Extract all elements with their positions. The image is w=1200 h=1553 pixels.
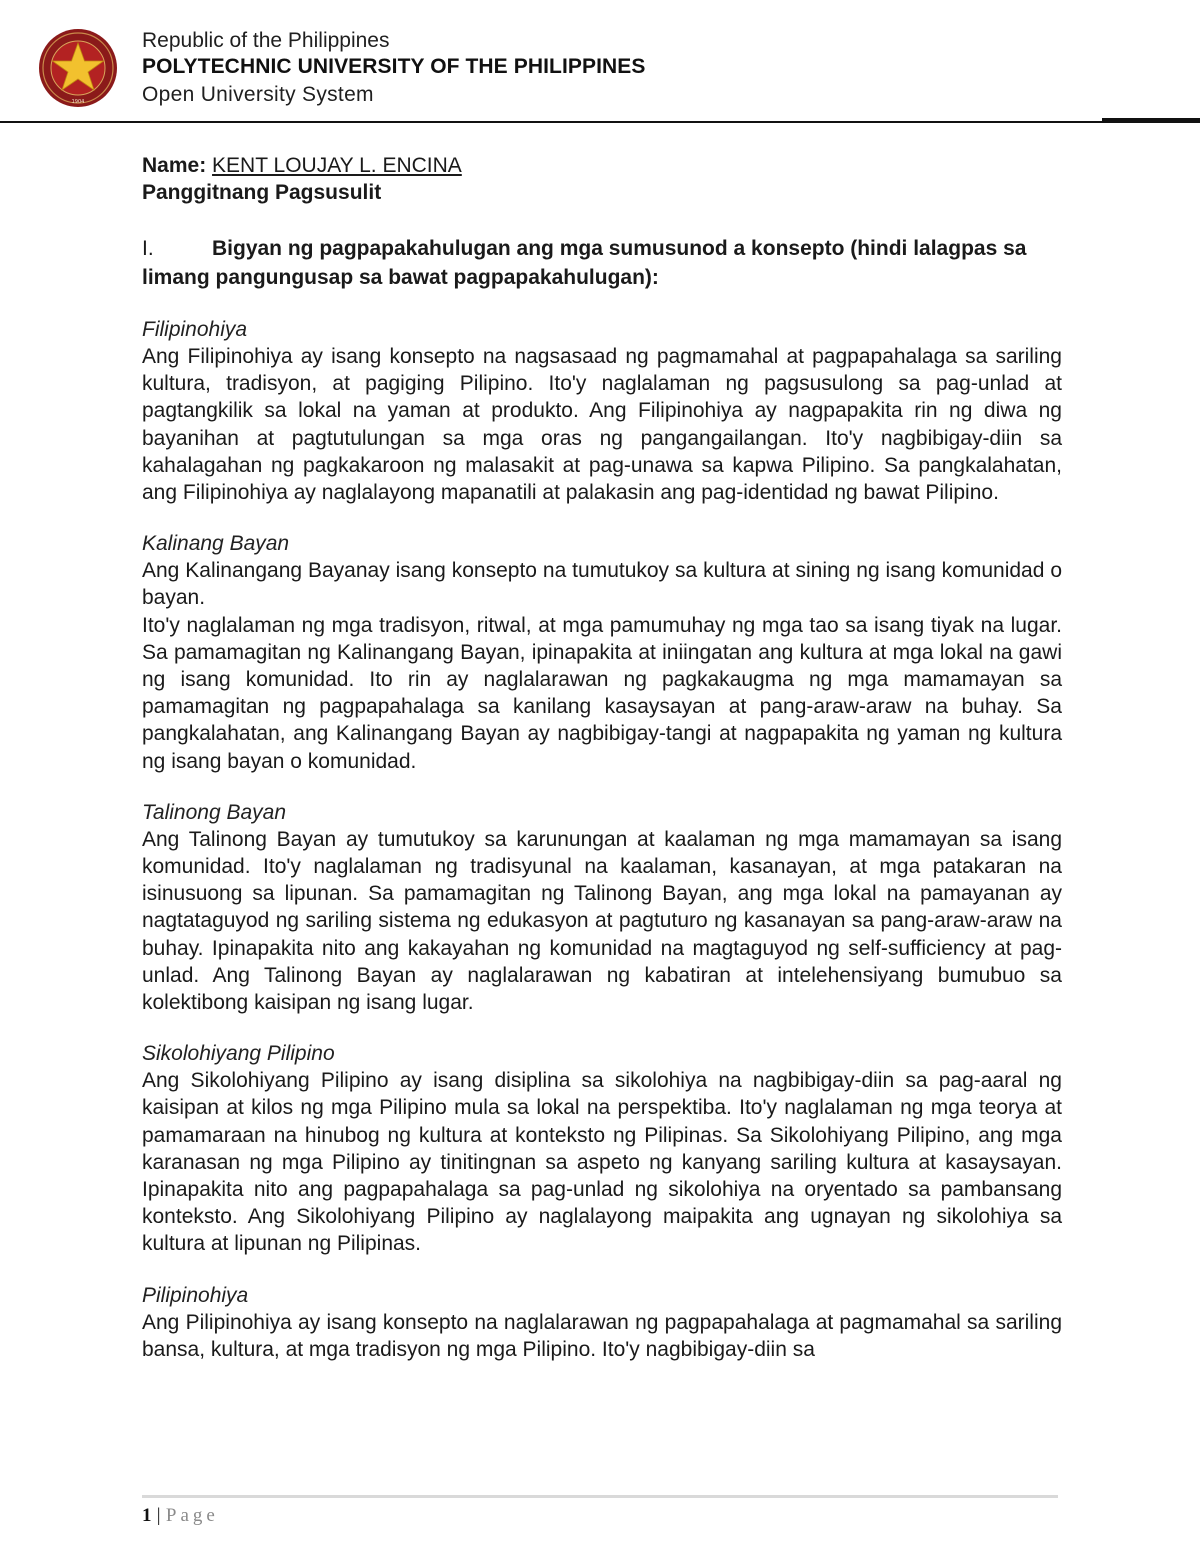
student-name: KENT LOUJAY L. ENCINA	[212, 154, 462, 177]
letterhead	[142, 28, 646, 108]
header-divider	[0, 121, 1200, 123]
page-number: 1	[142, 1505, 152, 1526]
section-sikolohiyang-pilipino	[142, 1040, 1062, 1257]
section-paragraph: Ang Filipinohiya ay isang konsepto na nagsasaad ng pagmamahal at pagpapahalaga sa sariling kultura, tradisyon, at pagiging Pilipino. Ito'y naglalaman ng pagsusulong sa pag-unlad at pagtangkilik sa lokal na yaman at produkto. Ang Filipinohiya ay nagpapakita rin ng diwa ng bayanihan at pagtutulungan sa mga oras ng pangangailangan. Ito'y nagbibigay-diin sa kahalagahan ng pagkakaroon ng malasakit at pag-unawa sa kapwa Pilipino. Sa pangkalahatan, ang Filipinohiya ay naglalayong mapanatili at palakasin ang pag-identidad ng bawat Pilipino.	[142, 345, 1062, 505]
section-term: Sikolohiyang Pilipino	[142, 1042, 335, 1066]
section-term: Filipinohiya	[142, 318, 248, 341]
name-label: Name:	[142, 154, 207, 177]
page-label: Page	[165, 1505, 219, 1526]
university-seal-icon	[38, 28, 118, 108]
section-paragraph: Ito'y naglalaman ng mga tradisyon, ritwal, at mga pamumuhay ng mga tao sa isang tiyak na lugar. Sa pamamagitan ng Kalinangang Bayan, ipinapakita at iniingatan ang kultura at mga lokal na gawi ng isang komunidad. Ito rin ay naglalarawan ng pagkakaugma ng mga mamamayan sa pamamagitan ng pagpapahalaga sa kanilang kasaysayan at pang-araw-araw na buhay. Sa pangkalahatan, ang Kalinangang Bayan ay nagbibigay-tangi at nagpapakita ng yaman ng kultura ng isang bayan o komunidad.	[142, 613, 1062, 773]
letterhead-country: Republic of the Philippines	[142, 29, 390, 52]
instruction	[142, 234, 1062, 292]
page-footer	[142, 1504, 219, 1528]
section-paragraph: Ang Pilipinohiya ay isang konsepto na naglalarawan ng pagpapahalaga at pagmamahal sa sariling bansa, kultura, at mga tradisyon ng mga Pilipino. Ito'y nagbibigay-diin sa	[142, 1310, 1062, 1361]
section-kalinang-bayan	[142, 530, 1062, 775]
letterhead-university: POLYTECHNIC UNIVERSITY OF THE PHILIPPINES	[142, 55, 646, 78]
section-paragraph: Ang Talinong Bayan ay tumutukoy sa karunungan at kaalaman ng mga mamamayan sa isang komunidad. Ito'y naglalaman ng tradisyunal na kaalaman, kasanayan, at mga patakaran na isinusuong sa lipunan. Sa pamamagitan ng Talinong Bayan, ang mga lokal na pamayanan ay nagtataguyod ng sariling sistema ng edukasyon at pagtuturo ng kasanayan sa pang-araw-araw na buhay. Ipinapakita nito ang kakayahan ng komunidad na magtaguyod ng self-sufficiency at pag-unlad. Ang Talinong Bayan ay naglalarawan ng kabatiran at intelehensiyang bumubuo sa kolektibong kaisipan ng isang lugar.	[142, 827, 1062, 1015]
section-pilipinohiya	[142, 1282, 1062, 1363]
section-talinong-bayan	[142, 799, 1062, 1016]
instruction-number: I.	[142, 237, 154, 260]
student-name-line	[142, 152, 1062, 179]
document-body	[142, 152, 1062, 1363]
instruction-text: Bigyan ng pagpapakahulugan ang mga sumusunod a konsepto (hindi lalagpas sa limang pangungusap sa bawat pagpapakahulugan):	[142, 237, 1027, 289]
section-paragraph: Ang Kalinangang Bayanay isang konsepto na tumutukoy sa kultura at sining ng isang komunidad o bayan.	[142, 559, 1062, 610]
footer-divider	[142, 1495, 1058, 1498]
footer-separator: |	[156, 1505, 161, 1526]
header-divider-accent	[1102, 118, 1200, 122]
section-term: Pilipinohiya	[142, 1283, 249, 1307]
section-term: Kalinang Bayan	[142, 532, 290, 556]
section-term: Talinong Bayan	[142, 800, 287, 824]
seal-year: 1904	[71, 99, 85, 105]
section-paragraph: Ang Sikolohiyang Pilipino ay isang disiplina sa sikolohiya na nagbibigay-diin sa pag-aaral ng kaisipan at kilos ng mga Pilipino mula sa lokal na perspektiba. Ito'y naglalaman ng mga teorya at pamamaraan na hinubog ng kultura at konteksto ng Pilipinas. Sa Sikolohiyang Pilipino, ang mga karanasan ng mga Pilipino ay tinitingnan sa aspeto ng kanyang sariling kultura at kasaysayan. Ipinapakita nito ang pagpapahalaga sa pag-unlad ng sikolohiya na oryentado sa pambansang konteksto. Ang Sikolohiyang Pilipino ay naglalayong maipakita ang ugnayan ng sikolohiya sa kultura at lipunan ng Pilipinas.	[142, 1069, 1062, 1256]
letterhead-unit: Open University System	[142, 83, 374, 106]
section-filipinohiya	[142, 316, 1062, 506]
exam-title: Panggitnang Pagsusulit	[142, 181, 382, 204]
